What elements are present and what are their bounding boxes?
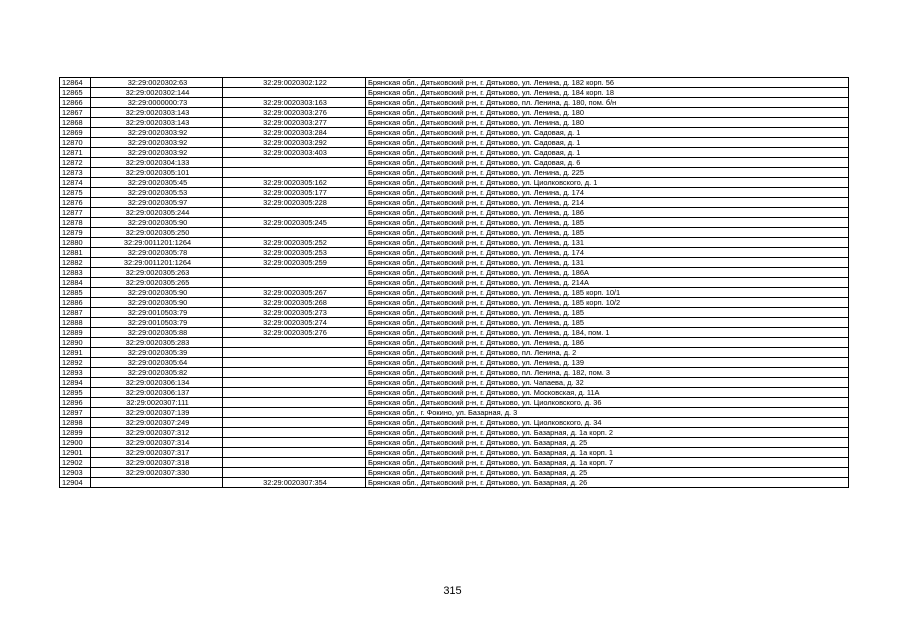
row-number-cell: 12886	[60, 298, 91, 308]
address-cell: Брянская обл., Дятьковский р-н, г. Дятьково, ул. Московская, д. 11А	[366, 388, 849, 398]
building-number-cell: 32:29:0020305:245	[223, 218, 366, 228]
cadastral-number-cell: 32:29:0020307:312	[91, 428, 223, 438]
building-number-cell	[223, 228, 366, 238]
row-number-cell: 12889	[60, 328, 91, 338]
row-number-cell: 12878	[60, 218, 91, 228]
cadastral-number-cell: 32:29:0020303:92	[91, 138, 223, 148]
cadastral-number-cell: 32:29:0020305:90	[91, 288, 223, 298]
address-cell: Брянская обл., Дятьковский р-н, г. Дятьково, ул. Базарная, д. 1а корп. 2	[366, 428, 849, 438]
row-number-cell: 12865	[60, 88, 91, 98]
table-row	[60, 98, 849, 108]
row-number-cell: 12892	[60, 358, 91, 368]
table-row	[60, 268, 849, 278]
row-number-cell: 12903	[60, 468, 91, 478]
table-row	[60, 228, 849, 238]
address-cell: Брянская обл., Дятьковский р-н, г. Дятьково, ул. Базарная, д. 26	[366, 478, 849, 488]
building-number-cell	[223, 278, 366, 288]
table-row	[60, 248, 849, 258]
row-number-cell: 12888	[60, 318, 91, 328]
table-row	[60, 418, 849, 428]
cadastral-number-cell: 32:29:0010503:79	[91, 308, 223, 318]
table-row	[60, 108, 849, 118]
table-row	[60, 258, 849, 268]
address-cell: Брянская обл., Дятьковский р-н, г. Дятьково, ул. Циолковского, д. 1	[366, 178, 849, 188]
row-number-cell: 12893	[60, 368, 91, 378]
cadastral-number-cell: 32:29:0020305:90	[91, 298, 223, 308]
row-number-cell: 12866	[60, 98, 91, 108]
registry-table	[59, 77, 849, 488]
address-cell: Брянская обл., Дятьковский р-н, г. Дятьково, пл. Ленина, д. 182, пом. 3	[366, 368, 849, 378]
table-row	[60, 158, 849, 168]
building-number-cell: 32:29:0020305:267	[223, 288, 366, 298]
row-number-cell: 12898	[60, 418, 91, 428]
table-row	[60, 378, 849, 388]
building-number-cell: 32:29:0020307:354	[223, 478, 366, 488]
building-number-cell: 32:29:0020305:177	[223, 188, 366, 198]
row-number-cell: 12872	[60, 158, 91, 168]
building-number-cell: 32:29:0020305:252	[223, 238, 366, 248]
row-number-cell: 12884	[60, 278, 91, 288]
building-number-cell: 32:29:0020303:276	[223, 108, 366, 118]
table-row	[60, 478, 849, 488]
table-row	[60, 118, 849, 128]
address-cell: Брянская обл., Дятьковский р-н, г. Дятьково, ул. Ленина, д. 186	[366, 208, 849, 218]
building-number-cell	[223, 378, 366, 388]
table-row	[60, 468, 849, 478]
registry-table-body	[60, 78, 849, 488]
row-number-cell: 12875	[60, 188, 91, 198]
table-row	[60, 178, 849, 188]
table-row	[60, 448, 849, 458]
row-number-cell: 12900	[60, 438, 91, 448]
cadastral-number-cell: 32:29:0010503:79	[91, 318, 223, 328]
cadastral-number-cell: 32:29:0020303:92	[91, 128, 223, 138]
building-number-cell: 32:29:0020305:228	[223, 198, 366, 208]
row-number-cell: 12891	[60, 348, 91, 358]
table-row	[60, 308, 849, 318]
address-cell: Брянская обл., Дятьковский р-н, г. Дятьково, ул. Базарная, д. 1а корп. 7	[366, 458, 849, 468]
cadastral-number-cell: 32:29:0020306:134	[91, 378, 223, 388]
building-number-cell: 32:29:0020303:284	[223, 128, 366, 138]
cadastral-number-cell: 32:29:0020305:244	[91, 208, 223, 218]
cadastral-number-cell: 32:29:0020303:143	[91, 118, 223, 128]
building-number-cell	[223, 168, 366, 178]
building-number-cell	[223, 428, 366, 438]
building-number-cell	[223, 208, 366, 218]
cadastral-number-cell: 32:29:0020302:144	[91, 88, 223, 98]
row-number-cell: 12873	[60, 168, 91, 178]
address-cell: Брянская обл., Дятьковский р-н, г. Дятьково, ул. Ленина, д. 182 корп. 56	[366, 78, 849, 88]
cadastral-number-cell: 32:29:0011201:1264	[91, 258, 223, 268]
table-row	[60, 328, 849, 338]
table-row	[60, 358, 849, 368]
cadastral-number-cell: 32:29:0020307:317	[91, 448, 223, 458]
cadastral-number-cell: 32:29:0011201:1264	[91, 238, 223, 248]
cadastral-number-cell: 32:29:0020304:133	[91, 158, 223, 168]
cadastral-number-cell: 32:29:0020305:88	[91, 328, 223, 338]
cadastral-number-cell	[91, 478, 223, 488]
cadastral-number-cell: 32:29:0020305:97	[91, 198, 223, 208]
address-cell: Брянская обл., Дятьковский р-н, г. Дятьково, ул. Ленина, д. 186А	[366, 268, 849, 278]
table-row	[60, 278, 849, 288]
cadastral-number-cell: 32:29:0020307:314	[91, 438, 223, 448]
address-cell: Брянская обл., Дятьковский р-н, г. Дятьково, ул. Ленина, д. 214	[366, 198, 849, 208]
address-cell: Брянская обл., Дятьковский р-н, г. Дятьково, ул. Садовая, д. 6	[366, 158, 849, 168]
row-number-cell: 12904	[60, 478, 91, 488]
address-cell: Брянская обл., Дятьковский р-н, г. Дятьково, ул. Ленина, д. 184 корп. 18	[366, 88, 849, 98]
cadastral-number-cell: 32:29:0020305:263	[91, 268, 223, 278]
cadastral-number-cell: 32:29:0020303:92	[91, 148, 223, 158]
address-cell: Брянская обл., Дятьковский р-н, г. Дятьково, ул. Ленина, д. 180	[366, 108, 849, 118]
building-number-cell	[223, 338, 366, 348]
address-cell: Брянская обл., Дятьковский р-н, г. Дятьково, ул. Чапаева, д. 32	[366, 378, 849, 388]
table-row	[60, 408, 849, 418]
building-number-cell	[223, 438, 366, 448]
row-number-cell: 12877	[60, 208, 91, 218]
address-cell: Брянская обл., Дятьковский р-н, г. Дятьково, пл. Ленина, д. 180, пом. б/н	[366, 98, 849, 108]
address-cell: Брянская обл., Дятьковский р-н, г. Дятьково, ул. Ленина, д. 174	[366, 188, 849, 198]
row-number-cell: 12868	[60, 118, 91, 128]
address-cell: Брянская обл., Дятьковский р-н, г. Дятьково, ул. Ленина, д. 185	[366, 228, 849, 238]
address-cell: Брянская обл., Дятьковский р-н, г. Дятьково, ул. Ленина, д. 184, пом. 1	[366, 328, 849, 338]
cadastral-number-cell: 32:29:0020306:137	[91, 388, 223, 398]
cadastral-number-cell: 32:29:0020303:143	[91, 108, 223, 118]
row-number-cell: 12869	[60, 128, 91, 138]
table-row	[60, 368, 849, 378]
building-number-cell: 32:29:0020302:122	[223, 78, 366, 88]
building-number-cell	[223, 368, 366, 378]
address-cell: Брянская обл., Дятьковский р-н, г. Дятьково, ул. Ленина, д. 186	[366, 338, 849, 348]
address-cell: Брянская обл., Дятьковский р-н, г. Дятьково, ул. Ленина, д. 139	[366, 358, 849, 368]
table-row	[60, 348, 849, 358]
table-row	[60, 298, 849, 308]
table-row	[60, 438, 849, 448]
row-number-cell: 12876	[60, 198, 91, 208]
building-number-cell	[223, 458, 366, 468]
table-row	[60, 208, 849, 218]
address-cell: Брянская обл., Дятьковский р-н, г. Дятьково, ул. Базарная, д. 25	[366, 438, 849, 448]
cadastral-number-cell: 32:29:0020305:64	[91, 358, 223, 368]
address-cell: Брянская обл., Дятьковский р-н, г. Дятьково, ул. Садовая, д. 1	[366, 148, 849, 158]
cadastral-number-cell: 32:29:0020307:111	[91, 398, 223, 408]
address-cell: Брянская обл., Дятьковский р-н, г. Дятьково, ул. Ленина, д. 185	[366, 308, 849, 318]
table-row	[60, 168, 849, 178]
table-row	[60, 88, 849, 98]
cadastral-number-cell: 32:29:0020307:318	[91, 458, 223, 468]
table-row	[60, 388, 849, 398]
row-number-cell: 12867	[60, 108, 91, 118]
table-row	[60, 188, 849, 198]
row-number-cell: 12901	[60, 448, 91, 458]
row-number-cell: 12879	[60, 228, 91, 238]
row-number-cell: 12881	[60, 248, 91, 258]
row-number-cell: 12883	[60, 268, 91, 278]
address-cell: Брянская обл., Дятьковский р-н, г. Дятьково, ул. Ленина, д. 131	[366, 258, 849, 268]
building-number-cell: 32:29:0020305:273	[223, 308, 366, 318]
page-number: 315	[443, 585, 462, 597]
address-cell: Брянская обл., Дятьковский р-н, г. Дятьково, ул. Ленина, д. 185 корп. 10/1	[366, 288, 849, 298]
building-number-cell	[223, 418, 366, 428]
address-cell: Брянская обл., Дятьковский р-н, г. Дятьково, ул. Садовая, д. 1	[366, 138, 849, 148]
building-number-cell: 32:29:0020305:253	[223, 248, 366, 258]
cadastral-number-cell: 32:29:0020307:249	[91, 418, 223, 428]
row-number-cell: 12870	[60, 138, 91, 148]
table-row	[60, 138, 849, 148]
building-number-cell	[223, 398, 366, 408]
building-number-cell	[223, 158, 366, 168]
row-number-cell: 12897	[60, 408, 91, 418]
row-number-cell: 12894	[60, 378, 91, 388]
row-number-cell: 12871	[60, 148, 91, 158]
cadastral-number-cell: 32:29:0020305:101	[91, 168, 223, 178]
cadastral-number-cell: 32:29:0020305:250	[91, 228, 223, 238]
row-number-cell: 12882	[60, 258, 91, 268]
row-number-cell: 12880	[60, 238, 91, 248]
cadastral-number-cell: 32:29:0000000:73	[91, 98, 223, 108]
address-cell: Брянская обл., Дятьковский р-н, г. Дятьково, ул. Садовая, д. 1	[366, 128, 849, 138]
address-cell: Брянская обл., Дятьковский р-н, г. Дятьково, ул. Ленина, д. 180	[366, 118, 849, 128]
cadastral-number-cell: 32:29:0020302:63	[91, 78, 223, 88]
address-cell: Брянская обл., Дятьковский р-н, г. Дятьково, ул. Ленина, д. 185	[366, 318, 849, 328]
building-number-cell	[223, 348, 366, 358]
address-cell: Брянская обл., Дятьковский р-н, г. Дятьково, ул. Ленина, д. 185	[366, 218, 849, 228]
row-number-cell: 12885	[60, 288, 91, 298]
building-number-cell	[223, 88, 366, 98]
row-number-cell: 12902	[60, 458, 91, 468]
cadastral-number-cell: 32:29:0020307:139	[91, 408, 223, 418]
address-cell: Брянская обл., Дятьковский р-н, г. Дятьково, пл. Ленина, д. 2	[366, 348, 849, 358]
table-row	[60, 238, 849, 248]
building-number-cell: 32:29:0020305:162	[223, 178, 366, 188]
address-cell: Брянская обл., г. Фокино, ул. Базарная, д. 3	[366, 408, 849, 418]
building-number-cell: 32:29:0020305:259	[223, 258, 366, 268]
cadastral-number-cell: 32:29:0020305:90	[91, 218, 223, 228]
row-number-cell: 12864	[60, 78, 91, 88]
address-cell: Брянская обл., Дятьковский р-н, г. Дятьково, ул. Базарная, д. 1а корп. 1	[366, 448, 849, 458]
table-row	[60, 78, 849, 88]
row-number-cell: 12895	[60, 388, 91, 398]
table-row	[60, 288, 849, 298]
table-row	[60, 458, 849, 468]
building-number-cell	[223, 268, 366, 278]
building-number-cell: 32:29:0020303:292	[223, 138, 366, 148]
address-cell: Брянская обл., Дятьковский р-н, г. Дятьково, ул. Ленина, д. 214А	[366, 278, 849, 288]
address-cell: Брянская обл., Дятьковский р-н, г. Дятьково, ул. Циолковского, д. 36	[366, 398, 849, 408]
building-number-cell	[223, 408, 366, 418]
address-cell: Брянская обл., Дятьковский р-н, г. Дятьково, ул. Циолковского, д. 34	[366, 418, 849, 428]
table-row	[60, 198, 849, 208]
row-number-cell: 12896	[60, 398, 91, 408]
cadastral-number-cell: 32:29:0020305:265	[91, 278, 223, 288]
building-number-cell	[223, 468, 366, 478]
cadastral-number-cell: 32:29:0020305:283	[91, 338, 223, 348]
row-number-cell: 12887	[60, 308, 91, 318]
cadastral-number-cell: 32:29:0020305:82	[91, 368, 223, 378]
table-row	[60, 398, 849, 408]
row-number-cell: 12899	[60, 428, 91, 438]
building-number-cell: 32:29:0020303:277	[223, 118, 366, 128]
building-number-cell: 32:29:0020305:274	[223, 318, 366, 328]
table-row	[60, 218, 849, 228]
cadastral-number-cell: 32:29:0020305:39	[91, 348, 223, 358]
address-cell: Брянская обл., Дятьковский р-н, г. Дятьково, ул. Ленина, д. 131	[366, 238, 849, 248]
cadastral-number-cell: 32:29:0020305:45	[91, 178, 223, 188]
address-cell: Брянская обл., Дятьковский р-н, г. Дятьково, ул. Ленина, д. 185 корп. 10/2	[366, 298, 849, 308]
address-cell: Брянская обл., Дятьковский р-н, г. Дятьково, ул. Ленина, д. 225	[366, 168, 849, 178]
building-number-cell	[223, 448, 366, 458]
building-number-cell	[223, 358, 366, 368]
table-row	[60, 428, 849, 438]
row-number-cell: 12890	[60, 338, 91, 348]
table-row	[60, 128, 849, 138]
building-number-cell: 32:29:0020305:268	[223, 298, 366, 308]
building-number-cell	[223, 388, 366, 398]
cadastral-number-cell: 32:29:0020305:78	[91, 248, 223, 258]
table-row	[60, 148, 849, 158]
cadastral-number-cell: 32:29:0020307:330	[91, 468, 223, 478]
building-number-cell: 32:29:0020303:163	[223, 98, 366, 108]
building-number-cell: 32:29:0020303:403	[223, 148, 366, 158]
building-number-cell: 32:29:0020305:276	[223, 328, 366, 338]
cadastral-number-cell: 32:29:0020305:53	[91, 188, 223, 198]
table-row	[60, 338, 849, 348]
row-number-cell: 12874	[60, 178, 91, 188]
address-cell: Брянская обл., Дятьковский р-н, г. Дятьково, ул. Ленина, д. 174	[366, 248, 849, 258]
address-cell: Брянская обл., Дятьковский р-н, г. Дятьково, ул. Базарная, д. 25	[366, 468, 849, 478]
table-row	[60, 318, 849, 328]
